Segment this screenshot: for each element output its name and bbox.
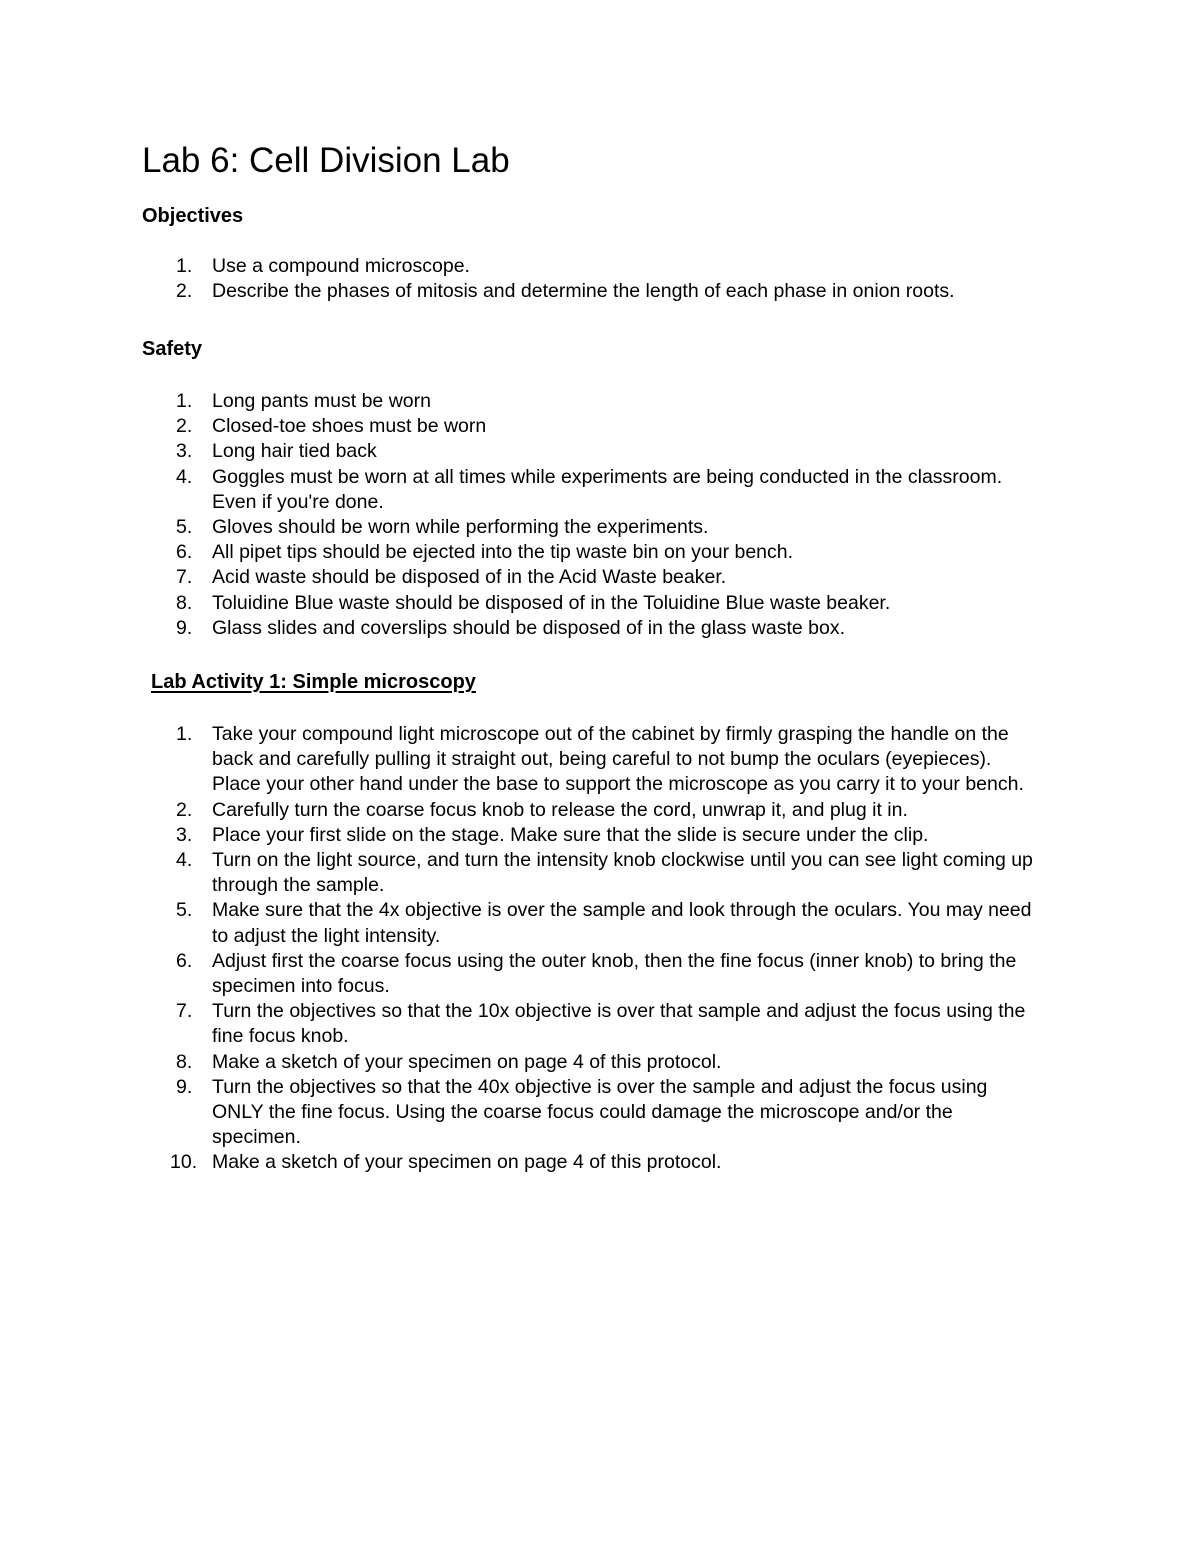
list-number: 8. xyxy=(176,591,193,614)
list-number: 9. xyxy=(176,1075,193,1098)
list-text: Closed-toe shoes must be worn xyxy=(212,415,487,438)
list-item xyxy=(0,1050,1042,1075)
list-item xyxy=(0,1075,1042,1151)
list-number: 2. xyxy=(176,415,193,438)
list-item xyxy=(0,515,1042,540)
list-number: 1. xyxy=(176,255,193,277)
list-text: Acid waste should be disposed of in the Acid Waste beaker. xyxy=(212,566,727,589)
list-text: Take your compound light microscope out of the cabinet by firmly grasping the handle on the back and carefully pulling it straight out, being careful to not bump the oculars (eyepieces). Place your other hand under the base to support the microscope as you carry it to your bench. xyxy=(212,723,1024,796)
list-text: Goggles must be worn at all times while experiments are being conducted in the classroom. Even if you're done. xyxy=(212,465,1003,513)
list-text: Make sure that the 4x objective is over the sample and look through the oculars. You may need to adjust the light intensity. xyxy=(212,899,1032,947)
list-text: Use a compound microscope. xyxy=(212,255,470,277)
list-number: 2. xyxy=(176,798,193,821)
safety-heading: Safety xyxy=(142,338,203,360)
list-item xyxy=(0,414,1042,439)
list-item xyxy=(0,254,1042,279)
list-item xyxy=(0,389,1042,414)
list-number: 9. xyxy=(176,616,193,639)
list-number: 4. xyxy=(176,465,193,488)
list-text: Turn the objectives so that the 10x objective is over that sample and adjust the focus using the fine focus knob. xyxy=(212,1000,1026,1048)
list-number: 6. xyxy=(176,541,193,564)
list-number: 10. xyxy=(170,1151,198,1174)
objectives-heading: Objectives xyxy=(142,205,244,227)
list-item xyxy=(0,540,1042,565)
activity-heading: Lab Activity 1: Simple microscopy xyxy=(151,671,476,693)
list-text: Make a sketch of your specimen on page 4 of this protocol. xyxy=(212,1151,722,1174)
list-text: Describe the phases of mitosis and determine the length of each phase in onion roots. xyxy=(212,280,955,303)
list-text: Long pants must be worn xyxy=(212,390,431,412)
list-number: 1. xyxy=(176,390,193,412)
list-number: 1. xyxy=(176,723,193,745)
list-number: 8. xyxy=(176,1050,193,1073)
list-text: Turn the objectives so that the 40x objective is over the sample and adjust the focus using ONLY the fine focus. Using the coarse focus could damage the microscope and/or the specimen. xyxy=(212,1075,988,1149)
list-text: Long hair tied back xyxy=(212,440,377,463)
list-number: 5. xyxy=(176,899,193,922)
list-text: Place your first slide on the stage. Make sure that the slide is secure under the clip. xyxy=(212,823,929,846)
list-item xyxy=(0,898,1042,948)
list-item xyxy=(0,616,1042,641)
list-number: 7. xyxy=(176,566,193,589)
list-text: Make a sketch of your specimen on page 4 of this protocol. xyxy=(212,1050,722,1073)
activity-list xyxy=(0,722,1200,1176)
list-item xyxy=(0,848,1042,898)
list-item xyxy=(0,465,1042,515)
list-number: 5. xyxy=(176,516,193,539)
list-number: 3. xyxy=(176,440,193,463)
list-item xyxy=(0,565,1042,590)
list-text: Toluidine Blue waste should be disposed of in the Toluidine Blue waste beaker. xyxy=(212,591,891,614)
list-item xyxy=(0,823,1042,848)
list-text: Glass slides and coverslips should be disposed of in the glass waste box. xyxy=(212,616,846,639)
list-number: 7. xyxy=(176,1000,193,1023)
list-text: Carefully turn the coarse focus knob to release the cord, unwrap it, and plug it in. xyxy=(212,798,908,821)
list-item xyxy=(0,439,1042,464)
list-number: 6. xyxy=(176,949,193,972)
list-item xyxy=(0,1150,1042,1175)
list-item xyxy=(0,999,1042,1049)
document-title: Lab 6: Cell Division Lab xyxy=(142,141,510,180)
list-text: All pipet tips should be ejected into the tip waste bin on your bench. xyxy=(212,541,794,564)
list-item xyxy=(0,949,1042,999)
list-number: 3. xyxy=(176,823,193,846)
safety-list xyxy=(0,389,1200,641)
list-text: Adjust first the coarse focus using the outer knob, then the fine focus (inner knob) to bring the specimen into focus. xyxy=(212,949,1017,998)
list-item xyxy=(0,722,1042,798)
list-number: 2. xyxy=(176,280,193,303)
objectives-list xyxy=(0,254,1200,304)
list-item xyxy=(0,279,1042,304)
list-text: Turn on the light source, and turn the intensity knob clockwise until you can see light coming up through the sample. xyxy=(212,849,1033,897)
list-item xyxy=(0,591,1042,616)
list-text: Gloves should be worn while performing the experiments. xyxy=(212,516,709,539)
list-item xyxy=(0,798,1042,823)
list-number: 4. xyxy=(176,849,193,872)
